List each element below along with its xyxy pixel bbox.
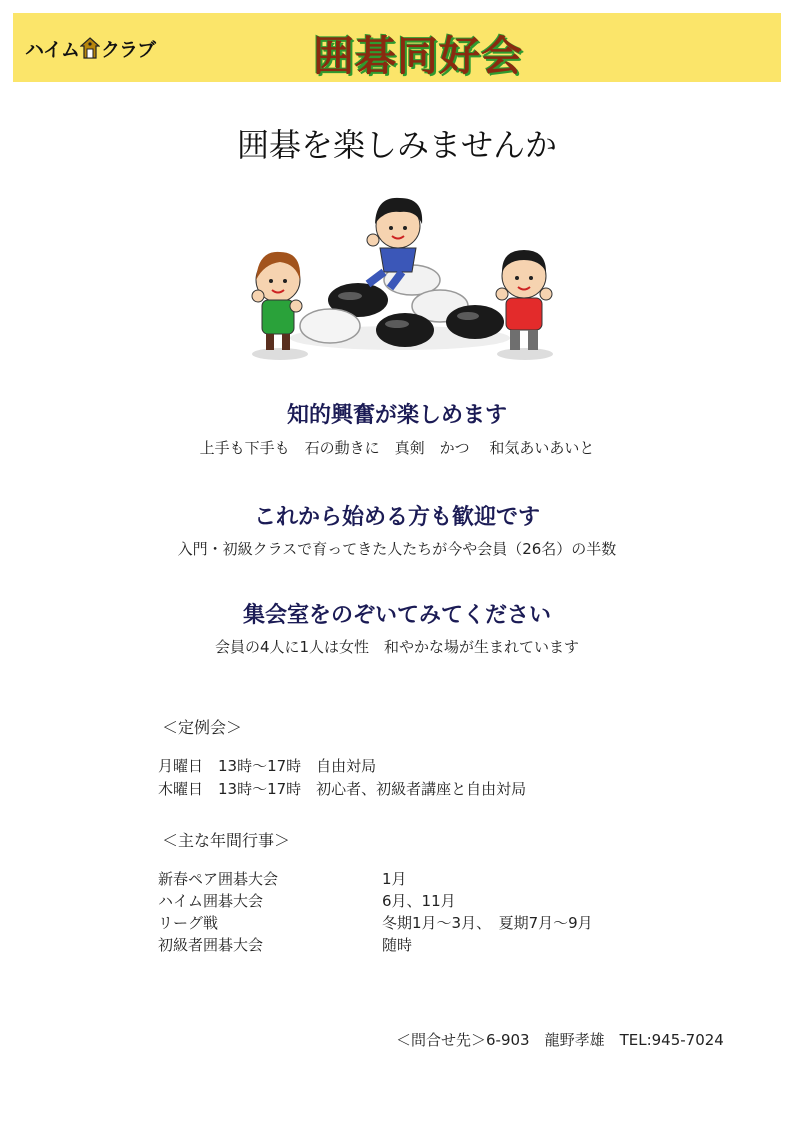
logo-text-right: クラブ [101,38,156,61]
section-text-3: 会員の4人に1人は女性 和やかな場が生まれています [214,638,580,656]
event-name: 新春ペア囲碁大会 [158,870,279,888]
event-timing: 6月、11月 [382,892,456,910]
annual-events-heading: ＜主な年間行事＞ [162,831,291,850]
schedule-text: 月曜日 13時～17時 自由対局 [158,757,377,775]
club-logo [25,35,155,61]
children-with-go-stones-illustration [240,188,560,368]
section-title-2: これから始める方も歓迎です [253,505,540,530]
page-title: 囲碁同好会 [313,32,523,80]
section-text-2: 入門・初級クラスで育ってきた人たちが今や会員（26名）の半数 [177,540,617,558]
event-timing: 随時 [382,936,413,954]
event-name: 初級者囲碁大会 [158,936,264,954]
house-logo-icon [80,37,100,59]
section-title-3: 集会室をのぞいてみてください [242,603,551,628]
event-timing: 1月 [382,870,407,888]
logo-text-left: ハイム [25,38,80,61]
event-name: ハイム囲碁大会 [158,892,264,910]
section-title-1: 知的興奮が楽しめます [286,403,507,428]
section-text-1: 上手も下手も 石の動きに 真剣 かつ 和気あいあいと [199,439,595,457]
event-timing: 冬期1月～3月、 夏期7月～9月 [382,914,593,932]
schedule-row [158,778,526,799]
schedule-row [158,755,376,776]
contact-info: ＜問合せ先＞6-903 龍野孝雄 TEL:945-7024 [396,1031,724,1049]
header-banner [13,13,781,82]
regular-meeting-heading: ＜定例会＞ [162,718,243,737]
event-name: リーグ戦 [158,914,219,932]
schedule-text: 木曜日 13時～17時 初心者、初級者講座と自由対局 [158,780,527,798]
headline: 囲碁を楽しみませんか [236,126,557,164]
